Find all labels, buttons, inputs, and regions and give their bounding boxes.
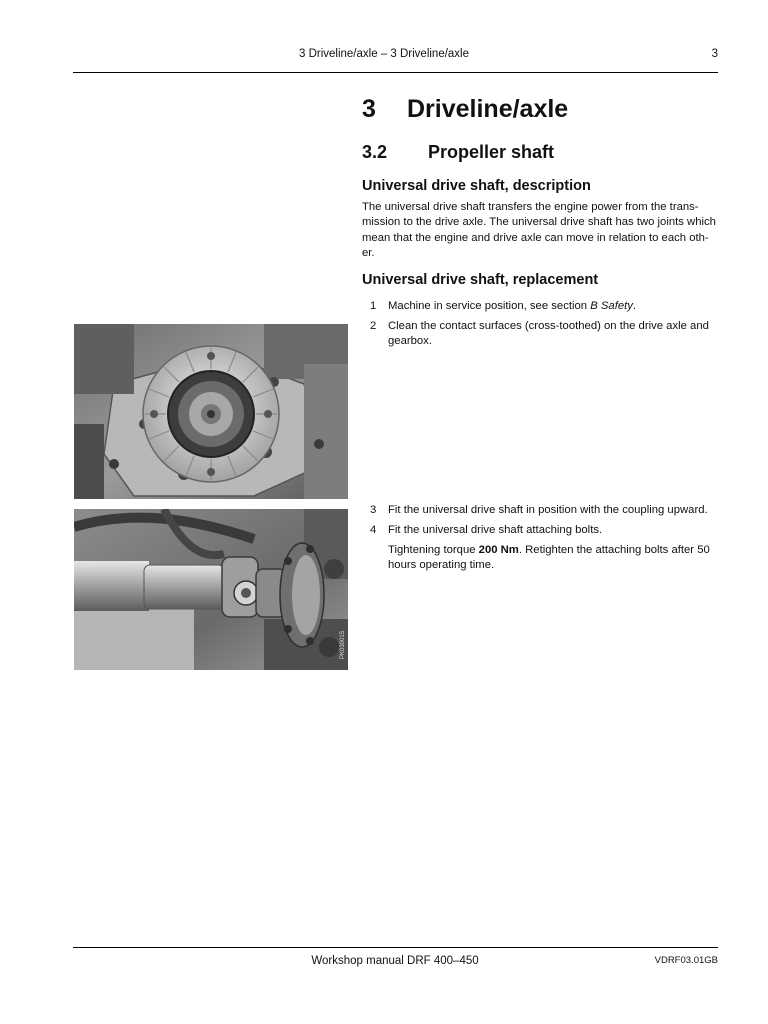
- description-heading: Universal drive shaft, description: [362, 178, 591, 194]
- footer-doc-code: VDRF03.01GB: [654, 955, 718, 966]
- footer-rule: [73, 947, 718, 948]
- step-number: 4: [370, 524, 377, 536]
- photo-code: PK030015: [340, 630, 346, 659]
- step-text: Machine in service position, see section B Safety.: [388, 300, 637, 312]
- header-rule: [73, 72, 718, 73]
- section-reference: B Safety: [590, 300, 633, 312]
- section-title-text: Propeller shaft: [428, 142, 555, 162]
- section-number: 3.2: [362, 142, 388, 162]
- step-text: Fit the universal drive shaft attaching bolts.: [388, 524, 603, 536]
- torque-note: Tightening torque 200 Nm. Retighten the attaching bolts after 50 hours operating time.: [388, 544, 710, 572]
- running-header: 3 Driveline/axle – 3 Driveline/axle: [298, 48, 470, 60]
- section-title: [362, 142, 554, 163]
- chapter-title-text: Driveline/axle: [407, 95, 569, 123]
- torque-value: 200 Nm: [478, 544, 519, 556]
- replacement-heading: Universal drive shaft, replacement: [362, 272, 599, 288]
- footer-manual-title: Workshop manual DRF 400–450: [311, 955, 479, 967]
- description-line: er.: [362, 247, 375, 260]
- chapter-title: [362, 95, 568, 124]
- page-number: 3: [711, 48, 718, 60]
- step-text: Fit the universal drive shaft in position with the coupling upward.: [388, 504, 708, 516]
- step-number: 3: [370, 504, 377, 516]
- description-paragraph: [362, 200, 718, 262]
- step-number: 1: [370, 300, 377, 312]
- description-line: The universal drive shaft transfers the engine power from the trans-: [362, 201, 699, 213]
- description-line: mission to the drive axle. The universal drive shaft has two joints which: [362, 216, 716, 229]
- step-number: 2: [370, 320, 377, 332]
- description-line: mean that the engine and drive axle can move in relation to each oth-: [362, 231, 709, 244]
- step-text: Clean the contact surfaces (cross-toothed) on the drive axle and gearbox.: [388, 320, 709, 348]
- chapter-number: 3: [362, 95, 376, 123]
- universal-joint-photo: [74, 509, 348, 670]
- flange-photo: [74, 324, 348, 499]
